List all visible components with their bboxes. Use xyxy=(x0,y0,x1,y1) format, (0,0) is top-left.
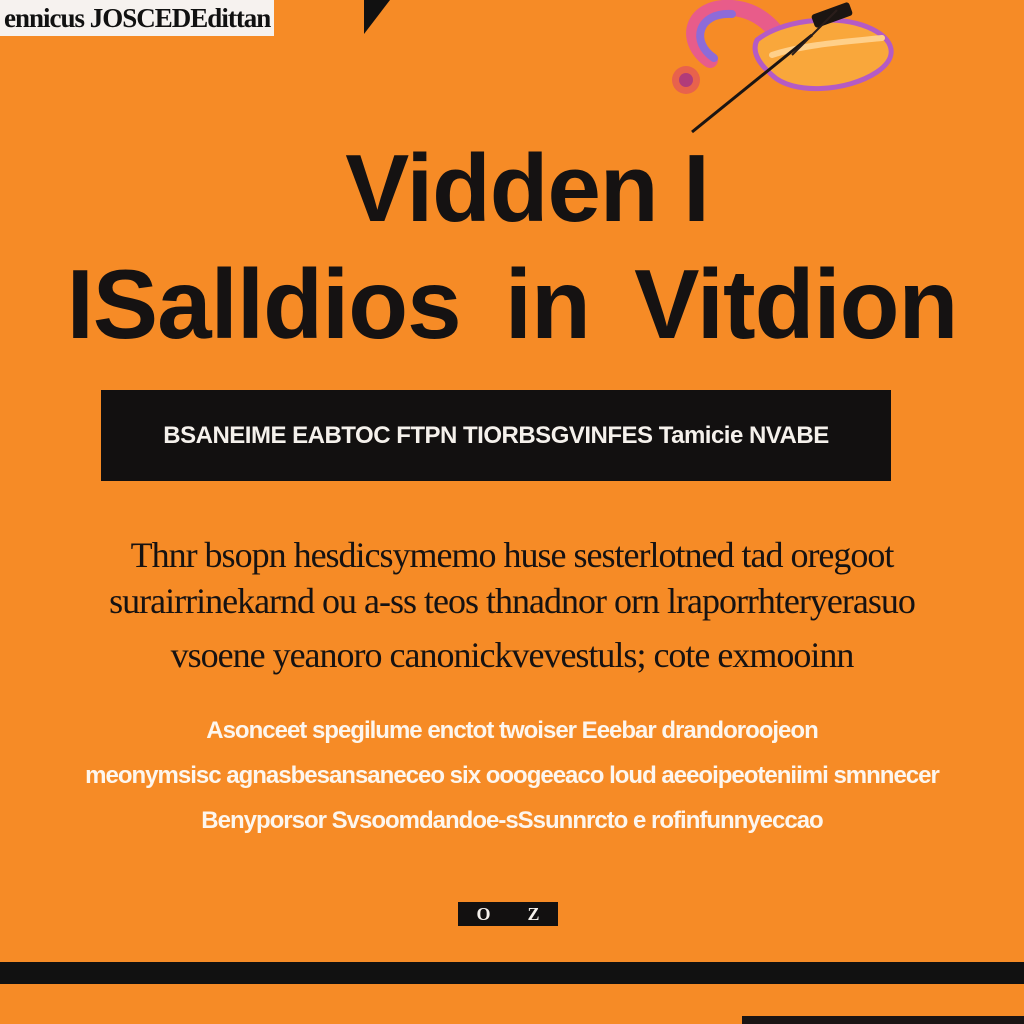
subtext-line-3: Benyporsor Svsoomdandoe-sSsunnrcto e rofinfunnyeccao xyxy=(201,807,823,834)
bottom-corner-bar xyxy=(742,1016,1024,1024)
brand-logo-text: ennicus JOSCEDEdittan xyxy=(0,0,274,36)
bottom-divider xyxy=(0,962,1024,984)
description-line-1: Thnr bsopn hesdicsymemo huse sesterlotned tad oregoot xyxy=(130,535,894,575)
pager-next-button[interactable]: Z xyxy=(527,903,540,924)
subtext-line-1: Asonceet spegilume enctot twoiser Eeebar drandoroojeon xyxy=(206,717,818,744)
description-line-3: vsoene yeanoro canonickvevestuls; cote exmooinn xyxy=(170,635,854,675)
pagination-control xyxy=(458,902,558,926)
banner-text: BSANEIME EABTOC FTPN TIORBSGVINFES Tamicie NVABE xyxy=(163,421,829,449)
headline-line-1: Vidden I xyxy=(345,135,709,242)
description-line-2: surairrinekarnd ou a-ss teos thnadnor orn lraporrhteryerasuo xyxy=(109,581,915,621)
subtext-line-2: meonymsisc agnasbesansaneceo six ooogeeaco loud aeeoipeoteniimi smnnecer xyxy=(85,762,939,789)
brand-notch-decoration xyxy=(364,0,390,34)
headline-line-2: ISalldios in Vitdion xyxy=(66,249,958,359)
pager-prev-button[interactable]: O xyxy=(476,903,491,924)
headline-banner xyxy=(101,390,891,481)
guitar-illustration-icon xyxy=(662,0,922,140)
